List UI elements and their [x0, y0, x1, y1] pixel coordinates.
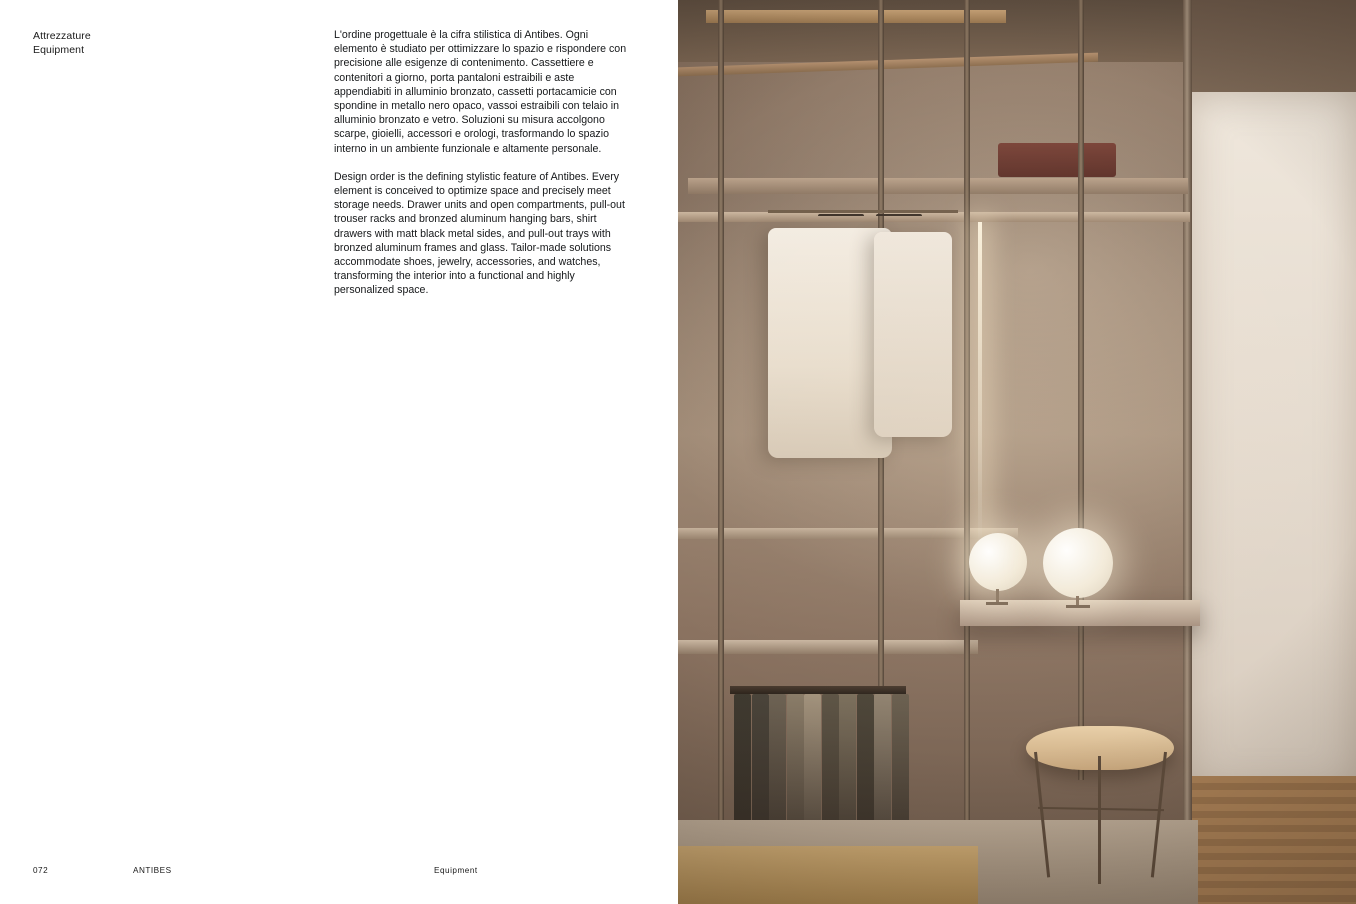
page-footer [0, 862, 678, 882]
photo-mullion [1183, 0, 1192, 904]
photo-upright-4 [1078, 0, 1084, 780]
footer-page-number: 072 [33, 866, 49, 875]
photo-lamp-stem-left [996, 589, 999, 603]
paragraph-english: Design order is the defining stylistic feature of Antibes. Every element is conceived to optimize space and precisely meet storage needs. Drawer units and open compartments, pull-out trouser racks and bronzed aluminum hanging bars, shirt drawers with matt black metal sides, and pull-out trays with bronzed aluminum frames and glass. Tailor-made solutions accommodate shoes, jewelry, accessories, and watches, transforming the interior into a functional and highly personalized space. [334, 170, 625, 297]
section-label-it: Attrezzature [33, 30, 91, 42]
photo-led-strip [978, 222, 982, 582]
section-label-en: Equipment [33, 43, 85, 56]
photo-lamp-base-right [1066, 605, 1090, 608]
photo-lamp-globe-left [969, 533, 1027, 591]
photo-upright-1 [718, 0, 724, 904]
photo-shelf-top [688, 178, 1188, 194]
photo-hanging-rail [768, 210, 958, 213]
photo-floor-plank [678, 846, 978, 904]
photo-trouser-rack [730, 686, 906, 694]
photo-lamp-globe-right [1043, 528, 1113, 598]
photo-lamp-base-left [986, 602, 1008, 605]
body-text-column [334, 28, 630, 298]
photo-stool-leg-3 [1098, 756, 1101, 884]
photo-outdoor-deck [1190, 776, 1356, 904]
photo-glazing [1190, 92, 1356, 792]
footer-brand: ANTIBES [133, 866, 172, 875]
photo-suitcase [998, 143, 1116, 177]
footer-section: Equipment [434, 866, 478, 875]
photo-shirt-back [874, 232, 952, 437]
photo-window-head [1190, 0, 1356, 96]
photo-upright-3 [964, 0, 970, 904]
photo-shelf-second [678, 212, 1190, 222]
wardrobe-photo [678, 0, 1356, 904]
paragraph-italian: L'ordine progettuale è la cifra stilistica di Antibes. Ogni elemento è studiato per ottimizzare lo spazio e rispondere con precisione alle esigenze di contenimento. Cassettiere e contenitori a giorno, porta pantaloni estraibili e aste appendiabiti in alluminio bronzato, cassetti portacamicie con spondine in metallo nero opaco, vassoi estraibili con telaio in alluminio bronzato e vetro. Soluzioni su misura accolgono scarpe, gioielli, accessori e orologi, trasformando lo spazio interno in un ambiente funzionale e altamente personale. [334, 29, 627, 155]
section-label [33, 30, 233, 57]
photo-beam-upper [706, 10, 1006, 23]
